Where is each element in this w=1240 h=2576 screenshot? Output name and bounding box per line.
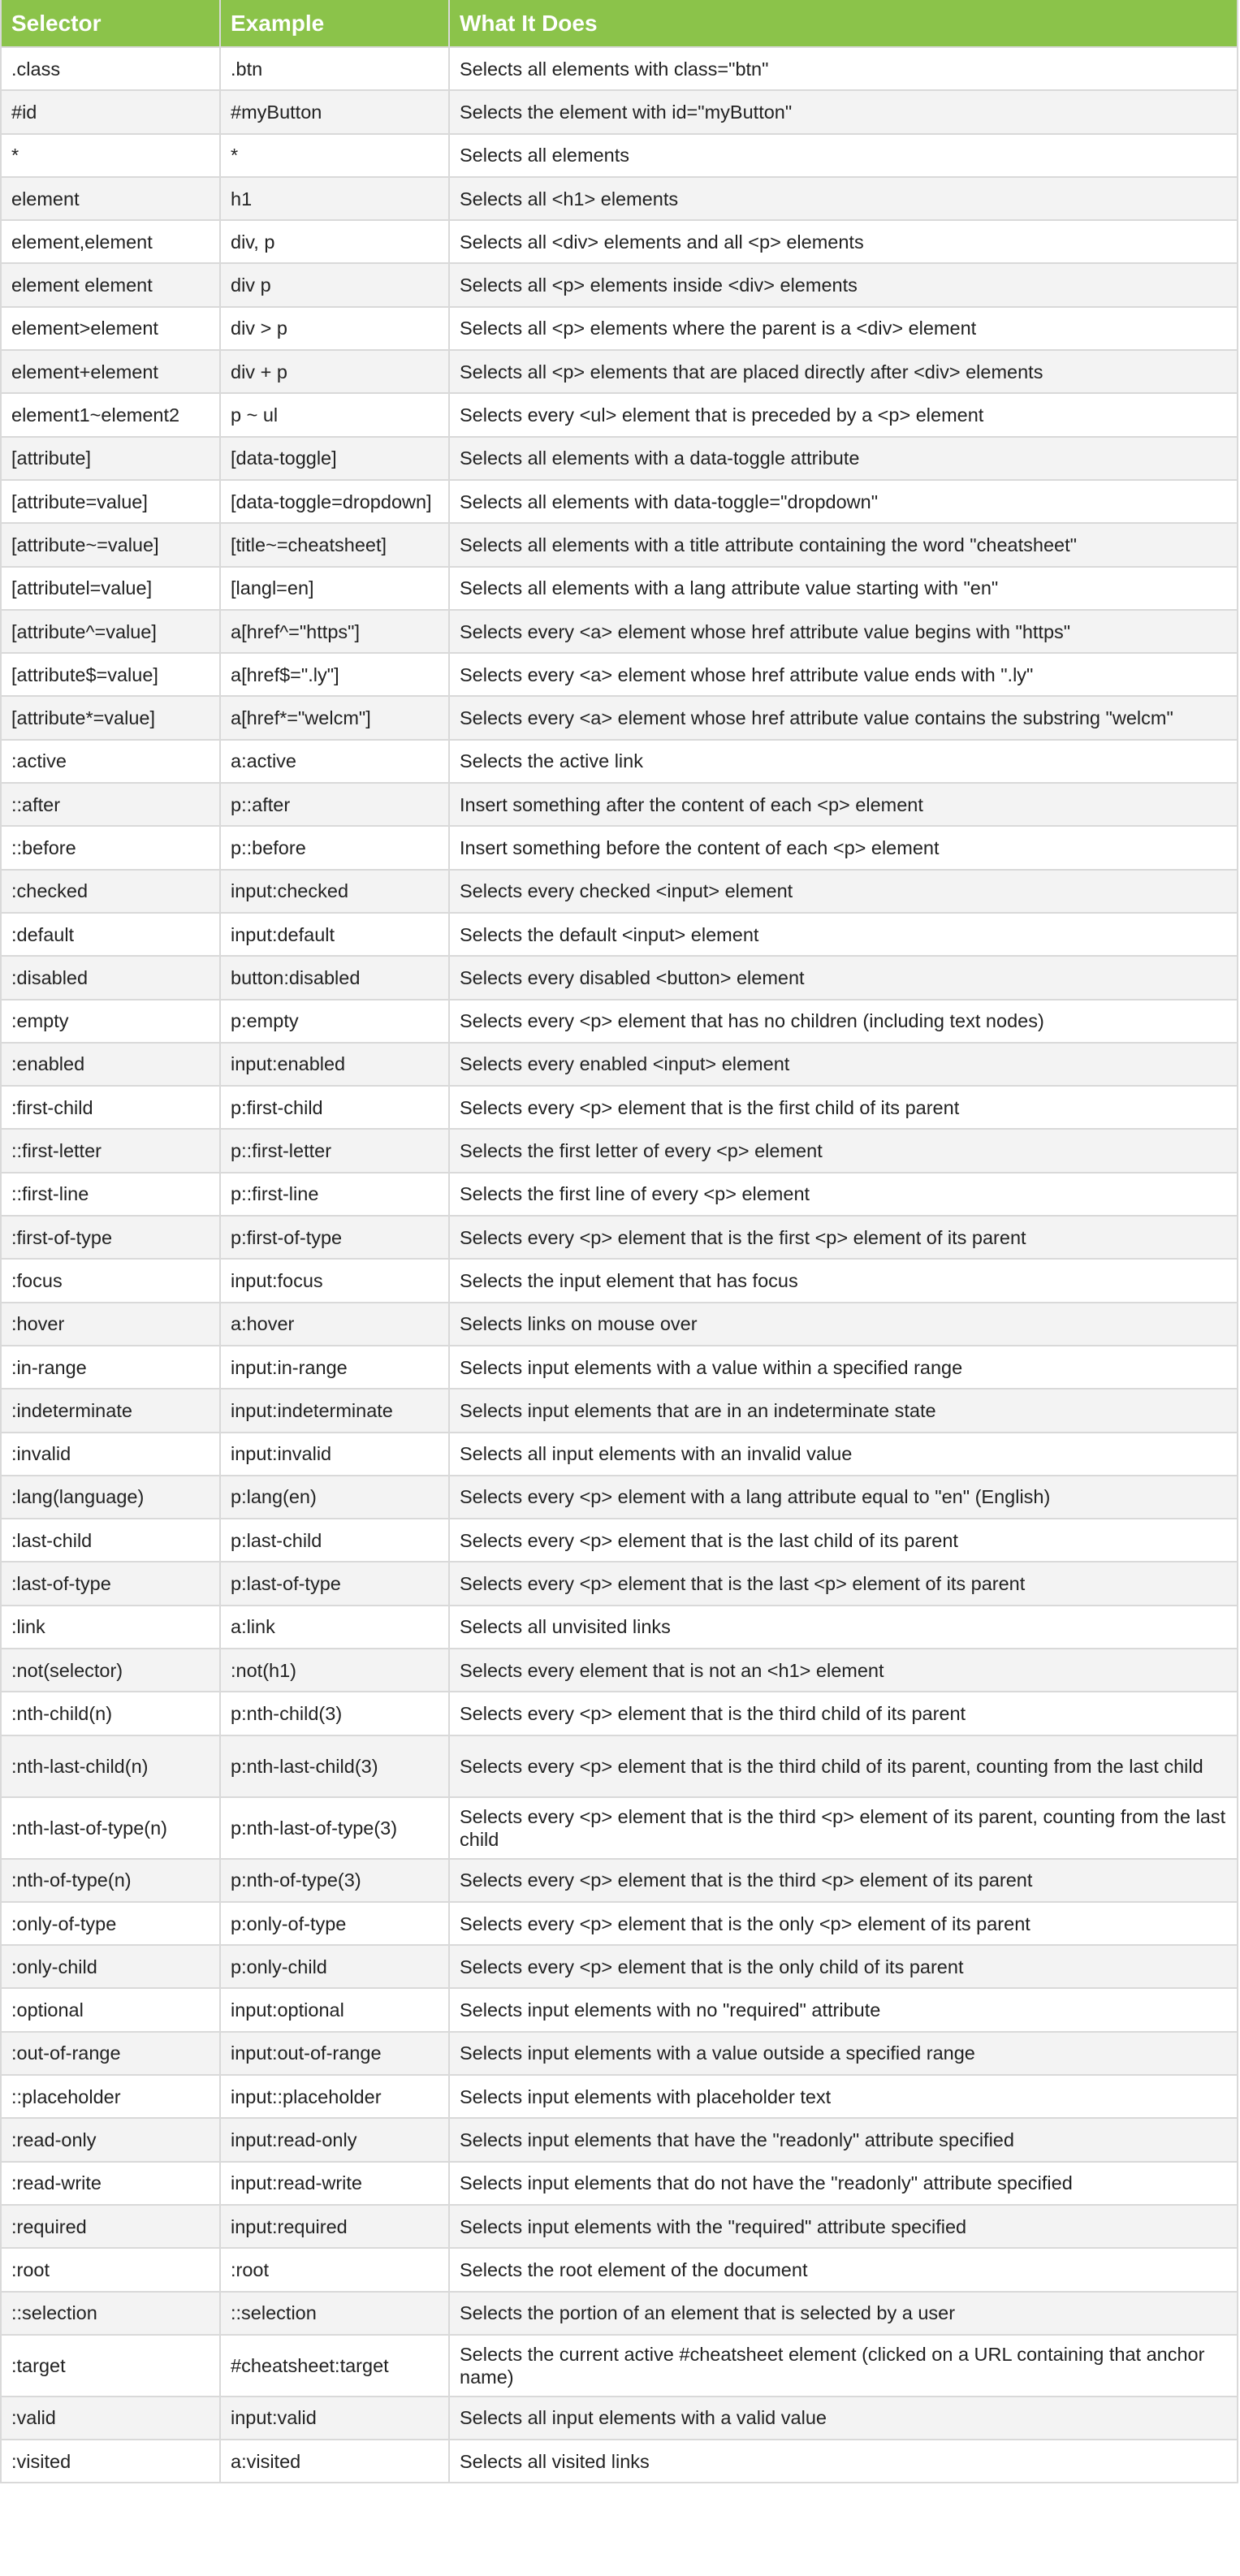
cell-example: div p (220, 263, 449, 306)
table-row (1, 826, 1238, 869)
cell-example: [title~=cheatsheet] (220, 523, 449, 566)
cell-what: Selects every <p> element that has no children (including text nodes) (449, 1000, 1238, 1043)
cell-selector: :first-of-type (1, 1216, 220, 1259)
cell-example: a[href$=".ly"] (220, 653, 449, 696)
cell-selector: :link (1, 1606, 220, 1649)
cell-selector: * (1, 134, 220, 177)
cell-selector: :lang(language) (1, 1476, 220, 1519)
cell-what: Selects all input elements with an invalid value (449, 1433, 1238, 1476)
cell-selector: element (1, 177, 220, 220)
cell-selector: :target (1, 2335, 220, 2397)
cell-what: Selects every <a> element whose href attribute value ends with ".ly" (449, 653, 1238, 696)
table-row (1, 1649, 1238, 1692)
cell-example: input:read-write (220, 2162, 449, 2205)
cell-selector: ::first-line (1, 1173, 220, 1216)
table-row (1, 2075, 1238, 2118)
cell-selector: ::before (1, 826, 220, 869)
cell-what: Selects every <p> element that is the last <p> element of its parent (449, 1562, 1238, 1605)
cell-example: div + p (220, 350, 449, 393)
cell-selector: [attribute] (1, 437, 220, 480)
cell-what: Selects input elements that have the "readonly" attribute specified (449, 2118, 1238, 2161)
cell-selector: element+element (1, 350, 220, 393)
cell-what: Selects all elements with a data-toggle attribute (449, 437, 1238, 480)
cell-selector: .class (1, 47, 220, 90)
header-example: Example (220, 0, 449, 47)
cell-what: Selects input elements that do not have the "readonly" attribute specified (449, 2162, 1238, 2205)
table-row (1, 90, 1238, 133)
cell-what: Selects input elements with a value outside a specified range (449, 2032, 1238, 2075)
table-row (1, 653, 1238, 696)
table-row (1, 610, 1238, 653)
cell-what: Insert something after the content of each <p> element (449, 783, 1238, 826)
cell-what: Selects the active link (449, 740, 1238, 783)
table-row (1, 2032, 1238, 2075)
cell-selector: [attribute^=value] (1, 610, 220, 653)
cell-selector: [attribute*=value] (1, 696, 220, 739)
cell-example: p:first-child (220, 1086, 449, 1129)
cell-example: input:read-only (220, 2118, 449, 2161)
cell-what: Selects input elements with a value within a specified range (449, 1346, 1238, 1389)
cell-what: Selects the element with id="myButton" (449, 90, 1238, 133)
cell-what: Selects the input element that has focus (449, 1259, 1238, 1302)
cell-what: Insert something before the content of each <p> element (449, 826, 1238, 869)
cell-example: p:nth-of-type(3) (220, 1859, 449, 1902)
cell-selector: :not(selector) (1, 1649, 220, 1692)
cell-example: [data-toggle] (220, 437, 449, 480)
cell-what: Selects every <p> element that is the only <p> element of its parent (449, 1902, 1238, 1945)
cell-what: Selects every <p> element that is the first child of its parent (449, 1086, 1238, 1129)
table-row (1, 523, 1238, 566)
cell-selector: ::after (1, 783, 220, 826)
table-row (1, 437, 1238, 480)
cell-selector: [attribute=value] (1, 480, 220, 523)
table-row (1, 2118, 1238, 2161)
cell-selector: :required (1, 2205, 220, 2248)
table-row (1, 1259, 1238, 1302)
cell-selector: :focus (1, 1259, 220, 1302)
cell-selector: :hover (1, 1303, 220, 1346)
cell-example: button:disabled (220, 956, 449, 999)
table-row (1, 1086, 1238, 1129)
cell-what: Selects every checked <input> element (449, 870, 1238, 913)
cell-what: Selects all <p> elements inside <div> elements (449, 263, 1238, 306)
cell-what: Selects all elements (449, 134, 1238, 177)
cell-selector: :enabled (1, 1043, 220, 1086)
table-row (1, 1859, 1238, 1902)
table-row (1, 2440, 1238, 2483)
table-row (1, 1216, 1238, 1259)
table-row (1, 1902, 1238, 1945)
cell-example: * (220, 134, 449, 177)
cell-example: a[href*="welcm"] (220, 696, 449, 739)
cell-example: p ~ ul (220, 393, 449, 436)
table-row (1, 1346, 1238, 1389)
cell-what: Selects the default <input> element (449, 913, 1238, 956)
table-row (1, 134, 1238, 177)
table-row (1, 1129, 1238, 1172)
cell-selector: :nth-child(n) (1, 1692, 220, 1735)
cell-selector: ::placeholder (1, 2075, 220, 2118)
cell-example: p::first-letter (220, 1129, 449, 1172)
cell-selector: :valid (1, 2397, 220, 2440)
cell-example: #myButton (220, 90, 449, 133)
cell-selector: :first-child (1, 1086, 220, 1129)
cell-what: Selects every <p> element that is the third child of its parent (449, 1692, 1238, 1735)
cell-example: input:checked (220, 870, 449, 913)
cell-what: Selects all elements with a title attribute containing the word "cheatsheet" (449, 523, 1238, 566)
cell-what: Selects all <div> elements and all <p> elements (449, 220, 1238, 263)
cell-example: input:enabled (220, 1043, 449, 1086)
cell-what: Selects input elements with placeholder text (449, 2075, 1238, 2118)
table-row (1, 2248, 1238, 2291)
cell-selector: :read-write (1, 2162, 220, 2205)
cell-example: input::placeholder (220, 2075, 449, 2118)
cell-example: p:only-child (220, 1945, 449, 1988)
table-row (1, 2205, 1238, 2248)
cell-selector: :nth-last-of-type(n) (1, 1797, 220, 1859)
table-row (1, 783, 1238, 826)
cell-example: input:out-of-range (220, 2032, 449, 2075)
cell-what: Selects every <a> element whose href attribute value contains the substring "welcm" (449, 696, 1238, 739)
cell-example: a:active (220, 740, 449, 783)
cell-selector: :indeterminate (1, 1389, 220, 1432)
header-row (1, 0, 1238, 47)
cell-selector: :optional (1, 1988, 220, 2031)
cell-what: Selects all <h1> elements (449, 177, 1238, 220)
cell-what: Selects input elements with the "required" attribute specified (449, 2205, 1238, 2248)
cell-example: [data-toggle=dropdown] (220, 480, 449, 523)
table-row (1, 2335, 1238, 2397)
cell-example: input:focus (220, 1259, 449, 1302)
table-row (1, 1433, 1238, 1476)
cell-selector: :empty (1, 1000, 220, 1043)
cell-what: Selects every <p> element that is the third child of its parent, counting from the last child (449, 1735, 1238, 1797)
table-row (1, 1303, 1238, 1346)
cell-example: p:last-child (220, 1519, 449, 1562)
cell-what: Selects every <p> element that is the third <p> element of its parent, counting from the last child (449, 1797, 1238, 1859)
cell-selector: element element (1, 263, 220, 306)
cell-what: Selects every enabled <input> element (449, 1043, 1238, 1086)
cell-selector: :read-only (1, 2118, 220, 2161)
cell-example: a:visited (220, 2440, 449, 2483)
cell-example: p:nth-last-child(3) (220, 1735, 449, 1797)
cell-example: p::first-line (220, 1173, 449, 1216)
cell-example: h1 (220, 177, 449, 220)
cell-what: Selects every element that is not an <h1> element (449, 1649, 1238, 1692)
table-row (1, 1173, 1238, 1216)
cell-what: Selects every <p> element that is the last child of its parent (449, 1519, 1238, 1562)
table-row (1, 2162, 1238, 2205)
table-body (1, 47, 1238, 2483)
table-row (1, 1692, 1238, 1735)
cell-selector: :last-child (1, 1519, 220, 1562)
table-row (1, 220, 1238, 263)
cell-what: Selects every <a> element whose href attribute value begins with "https" (449, 610, 1238, 653)
cell-example: div, p (220, 220, 449, 263)
cell-example: [langl=en] (220, 567, 449, 610)
cell-what: Selects all input elements with a valid value (449, 2397, 1238, 2440)
table-row (1, 1476, 1238, 1519)
cell-example: input:indeterminate (220, 1389, 449, 1432)
cell-selector: :nth-of-type(n) (1, 1859, 220, 1902)
cell-what: Selects the root element of the document (449, 2248, 1238, 2291)
cell-what: Selects every disabled <button> element (449, 956, 1238, 999)
cell-selector: :checked (1, 870, 220, 913)
cell-example: input:in-range (220, 1346, 449, 1389)
table-row (1, 956, 1238, 999)
table-row (1, 1945, 1238, 1988)
table-row (1, 913, 1238, 956)
header-what-it-does: What It Does (449, 0, 1238, 47)
table-header (1, 0, 1238, 47)
cell-selector: :default (1, 913, 220, 956)
cell-selector: :out-of-range (1, 2032, 220, 2075)
cell-what: Selects the current active #cheatsheet element (clicked on a URL containing that anchor name) (449, 2335, 1238, 2397)
cell-what: Selects every <p> element that is the third <p> element of its parent (449, 1859, 1238, 1902)
cell-example: a:link (220, 1606, 449, 1649)
cell-example: p::after (220, 783, 449, 826)
cell-what: Selects the first letter of every <p> element (449, 1129, 1238, 1172)
table-row (1, 1000, 1238, 1043)
cell-selector: ::selection (1, 2292, 220, 2335)
cell-selector: [attribute$=value] (1, 653, 220, 696)
cell-example: input:optional (220, 1988, 449, 2031)
cell-example: a[href^="https"] (220, 610, 449, 653)
cell-example: p::before (220, 826, 449, 869)
table-row (1, 1988, 1238, 2031)
cell-what: Selects all elements with data-toggle="dropdown" (449, 480, 1238, 523)
cell-example: input:default (220, 913, 449, 956)
table-row (1, 1389, 1238, 1432)
cell-what: Selects every <p> element with a lang attribute equal to "en" (English) (449, 1476, 1238, 1519)
table-row (1, 1519, 1238, 1562)
table-row (1, 177, 1238, 220)
cell-what: Selects all elements with a lang attribute value starting with "en" (449, 567, 1238, 610)
cell-example: p:only-of-type (220, 1902, 449, 1945)
cell-selector: :last-of-type (1, 1562, 220, 1605)
table-row (1, 740, 1238, 783)
table-row (1, 1735, 1238, 1797)
cell-example: .btn (220, 47, 449, 90)
cell-selector: :in-range (1, 1346, 220, 1389)
table-row (1, 393, 1238, 436)
cell-example: ::selection (220, 2292, 449, 2335)
cell-selector: :active (1, 740, 220, 783)
table-row (1, 1797, 1238, 1859)
cell-example: a:hover (220, 1303, 449, 1346)
cell-what: Selects links on mouse over (449, 1303, 1238, 1346)
cell-selector: :only-of-type (1, 1902, 220, 1945)
table-row (1, 696, 1238, 739)
cell-what: Selects the portion of an element that is selected by a user (449, 2292, 1238, 2335)
table-row (1, 1606, 1238, 1649)
cell-what: Selects input elements that are in an indeterminate state (449, 1389, 1238, 1432)
table-row (1, 1562, 1238, 1605)
cell-what: Selects every <p> element that is the only child of its parent (449, 1945, 1238, 1988)
cell-what: Selects every <ul> element that is preceded by a <p> element (449, 393, 1238, 436)
cell-what: Selects all visited links (449, 2440, 1238, 2483)
table-row (1, 307, 1238, 350)
cell-example: p:first-of-type (220, 1216, 449, 1259)
cell-what: Selects input elements with no "required" attribute (449, 1988, 1238, 2031)
cell-example: input:valid (220, 2397, 449, 2440)
cell-example: input:invalid (220, 1433, 449, 1476)
table-row (1, 870, 1238, 913)
cell-example: p:last-of-type (220, 1562, 449, 1605)
cell-selector: :disabled (1, 956, 220, 999)
table-row (1, 567, 1238, 610)
cell-selector: :nth-last-child(n) (1, 1735, 220, 1797)
cell-example: :not(h1) (220, 1649, 449, 1692)
header-selector: Selector (1, 0, 220, 47)
cell-selector: :root (1, 2248, 220, 2291)
cell-selector: :visited (1, 2440, 220, 2483)
cell-example: :root (220, 2248, 449, 2291)
cell-what: Selects all elements with class="btn" (449, 47, 1238, 90)
cell-example: div > p (220, 307, 449, 350)
cell-selector: element,element (1, 220, 220, 263)
cell-example: p:nth-last-of-type(3) (220, 1797, 449, 1859)
cell-selector: :only-child (1, 1945, 220, 1988)
table-row (1, 350, 1238, 393)
cell-selector: #id (1, 90, 220, 133)
table-row (1, 263, 1238, 306)
cell-what: Selects all unvisited links (449, 1606, 1238, 1649)
table-row (1, 1043, 1238, 1086)
cell-example: p:lang(en) (220, 1476, 449, 1519)
cell-example: #cheatsheet:target (220, 2335, 449, 2397)
table-row (1, 47, 1238, 90)
cell-selector: [attributel=value] (1, 567, 220, 610)
cell-example: input:required (220, 2205, 449, 2248)
table-row (1, 480, 1238, 523)
cell-selector: element1~element2 (1, 393, 220, 436)
cell-selector: [attribute~=value] (1, 523, 220, 566)
cell-what: Selects all <p> elements where the parent is a <div> element (449, 307, 1238, 350)
cell-what: Selects all <p> elements that are placed directly after <div> elements (449, 350, 1238, 393)
cell-example: p:nth-child(3) (220, 1692, 449, 1735)
cell-what: Selects every <p> element that is the first <p> element of its parent (449, 1216, 1238, 1259)
cell-selector: :invalid (1, 1433, 220, 1476)
cell-what: Selects the first line of every <p> element (449, 1173, 1238, 1216)
table-row (1, 2292, 1238, 2335)
cell-selector: ::first-letter (1, 1129, 220, 1172)
table-row (1, 2397, 1238, 2440)
cell-example: p:empty (220, 1000, 449, 1043)
cell-selector: element>element (1, 307, 220, 350)
